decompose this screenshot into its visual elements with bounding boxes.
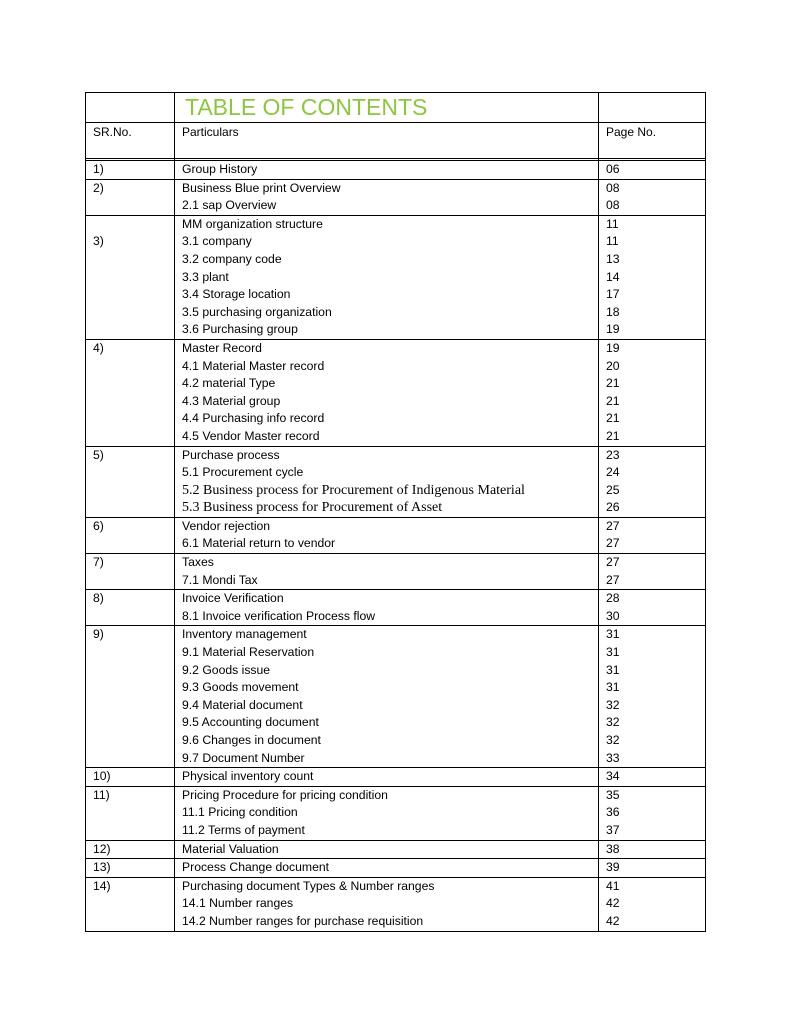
particulars-cell <box>175 877 599 931</box>
particulars-cell <box>175 215 599 339</box>
toc-entry: 4.5 Vendor Master record <box>182 428 320 443</box>
toc-page-number: 06 <box>606 162 620 176</box>
sr-no-cell <box>86 859 175 878</box>
toc-entry: 9.1 Material Reservation <box>182 645 315 660</box>
toc-entry: 4.4 Purchasing info record <box>182 411 325 426</box>
toc-entry: 4.3 Material group <box>182 393 281 408</box>
toc-page-number: 31 <box>606 627 620 642</box>
toc-entry: 6.1 Material return to vendor <box>182 536 336 551</box>
toc-entry: 9.5 Accounting document <box>182 715 319 730</box>
toc-entry: 9.2 Goods issue <box>182 662 271 677</box>
sr-no: 12) <box>93 841 111 856</box>
toc-page-number: 27 <box>606 518 620 533</box>
page-no-cell <box>599 859 706 878</box>
header-sr-no: SR.No. <box>93 125 132 139</box>
toc-section-row <box>86 517 706 553</box>
sr-no: 14) <box>93 878 111 893</box>
particulars-cell <box>175 626 599 768</box>
toc-entry: 14.2 Number ranges for purchase requisition <box>182 913 424 928</box>
sr-no: 3) <box>93 234 104 249</box>
toc-page-number: 20 <box>606 358 620 373</box>
toc-section-row <box>86 554 706 590</box>
page-no-cell <box>599 215 706 339</box>
toc-entry: 9.7 Document Number <box>182 750 305 765</box>
toc-page-number: 17 <box>606 287 620 302</box>
sr-no-cell <box>86 446 175 517</box>
sr-no: 4) <box>93 340 104 355</box>
toc-page-number: 26 <box>606 500 620 515</box>
toc-entry: Physical inventory count <box>182 769 314 784</box>
toc-page-number: 19 <box>606 322 620 337</box>
particulars-cell <box>175 554 599 590</box>
page-no-cell <box>599 161 706 180</box>
toc-page-number: 13 <box>606 251 620 266</box>
sr-no-cell <box>86 840 175 859</box>
toc-entry: 3.2 company code <box>182 251 282 266</box>
toc-page-number: 31 <box>606 662 620 677</box>
sr-no: 2) <box>93 180 104 195</box>
particulars-cell <box>175 859 599 878</box>
particulars-cell <box>175 161 599 180</box>
toc-page-number: 31 <box>606 645 620 660</box>
sr-no-cell <box>86 215 175 339</box>
toc-entry: 3.3 plant <box>182 269 229 284</box>
toc-page-number: 27 <box>606 536 620 551</box>
toc-section-row <box>86 768 706 787</box>
toc-entry: Purchasing document Types & Number ranges <box>182 878 435 893</box>
sr-no-cell <box>86 626 175 768</box>
toc-page-number: 11 <box>606 234 619 249</box>
toc-page-number: 27 <box>606 555 620 570</box>
page-no-cell <box>599 554 706 590</box>
toc-page-number: 35 <box>606 787 620 802</box>
toc-page-number: 32 <box>606 715 620 730</box>
toc-page-number: 31 <box>606 680 620 695</box>
toc-page-number: 33 <box>606 750 620 765</box>
toc-page-number: 21 <box>606 376 620 391</box>
toc-section-row <box>86 786 706 840</box>
page-no-cell <box>599 768 706 787</box>
toc-entry: 11.1 Pricing condition <box>182 805 298 820</box>
particulars-cell <box>175 768 599 787</box>
sr-no: 7) <box>93 555 104 570</box>
title-cell-empty-right <box>599 93 706 123</box>
toc-entry: 8.1 Invoice verification Process flow <box>182 608 376 623</box>
sr-no-cell <box>86 768 175 787</box>
particulars-cell <box>175 339 599 446</box>
toc-entry: Inventory management <box>182 627 307 642</box>
sr-no: 10) <box>93 769 111 784</box>
toc-page-number: 42 <box>606 896 620 911</box>
particulars-cell <box>175 446 599 517</box>
toc-section-row <box>86 161 706 180</box>
toc-section-row <box>86 215 706 339</box>
sr-no-cell <box>86 554 175 590</box>
page-no-cell <box>599 339 706 446</box>
toc-entry: 4.2 material Type <box>182 376 276 391</box>
particulars-cell <box>175 590 599 626</box>
page-no-cell <box>599 179 706 215</box>
page-no-cell <box>599 517 706 553</box>
toc-entry: 3.5 purchasing organization <box>182 304 332 319</box>
toc-page-number: 08 <box>606 198 620 213</box>
toc-entry: 2.1 sap Overview <box>182 198 277 213</box>
toc-section-row <box>86 179 706 215</box>
toc-section-row <box>86 859 706 878</box>
sr-no-cell <box>86 590 175 626</box>
toc-page-number: 21 <box>606 393 620 408</box>
sr-no-cell <box>86 877 175 931</box>
toc-section-row <box>86 877 706 931</box>
toc-page-number: 32 <box>606 733 620 747</box>
toc-section-row <box>86 339 706 446</box>
toc-entry: 7.1 Mondi Tax <box>182 572 258 587</box>
toc-entry: 5.2 Business process for Procurement of Indigenous Material <box>182 482 525 498</box>
sr-no-cell <box>86 786 175 840</box>
toc-page-number: 30 <box>606 608 620 623</box>
toc-entry: Purchase process <box>182 447 280 462</box>
toc-entry: 5.1 Procurement cycle <box>182 465 304 480</box>
toc-entry: 14.1 Number ranges <box>182 896 294 911</box>
page-no-cell <box>599 877 706 931</box>
toc-section-row <box>86 590 706 626</box>
toc-entry: Process Change document <box>182 860 330 875</box>
particulars-cell <box>175 517 599 553</box>
toc-page-number: 21 <box>606 428 620 443</box>
sr-no: 13) <box>93 860 111 875</box>
toc-page-number: 25 <box>606 482 620 497</box>
toc-entry: Master Record <box>182 340 262 355</box>
sr-no: 1) <box>93 162 104 176</box>
toc-page-number: 28 <box>606 591 620 606</box>
toc-entry: Group History <box>182 162 258 176</box>
toc-entry: 4.1 Material Master record <box>182 358 325 373</box>
toc-section-row <box>86 626 706 768</box>
toc-page-number: 08 <box>606 180 620 195</box>
toc-title: TABLE OF CONTENTS <box>185 94 428 120</box>
title-row <box>86 93 706 123</box>
toc-entry: 9.4 Material document <box>182 697 303 712</box>
toc-entry: 3.4 Storage location <box>182 287 291 302</box>
toc-entry: 5.3 Business process for Procurement of Asset <box>182 500 443 516</box>
page-no-cell <box>599 446 706 517</box>
title-cell <box>175 93 599 123</box>
header-particulars: Particulars <box>182 125 239 139</box>
sr-no-cell <box>86 179 175 215</box>
particulars-cell <box>175 179 599 215</box>
toc-page-number: 37 <box>606 822 620 837</box>
page-no-cell <box>599 840 706 859</box>
toc-page <box>85 92 705 932</box>
toc-page-number: 14 <box>606 269 620 284</box>
toc-section-row <box>86 840 706 859</box>
toc-page-number: 32 <box>606 697 620 712</box>
toc-page-number: 27 <box>606 572 620 587</box>
sr-no-cell <box>86 517 175 553</box>
toc-page-number: 36 <box>606 805 620 820</box>
header-page-no: Page No. <box>606 125 657 139</box>
toc-page-number: 42 <box>606 913 620 928</box>
particulars-cell <box>175 840 599 859</box>
toc-table <box>85 92 706 932</box>
sr-no-cell <box>86 339 175 446</box>
toc-entry: Invoice Verification <box>182 591 284 606</box>
title-cell-empty <box>86 93 175 123</box>
sr-no-cell <box>86 161 175 180</box>
toc-page-number: 34 <box>606 769 620 784</box>
toc-entry: 3.6 Purchasing group <box>182 322 298 337</box>
toc-entry: Pricing Procedure for pricing condition <box>182 787 388 802</box>
toc-entry: MM organization structure <box>182 216 323 231</box>
toc-page-number: 39 <box>606 860 620 875</box>
toc-page-number: 11 <box>606 216 619 231</box>
particulars-cell <box>175 786 599 840</box>
sr-spacer <box>93 216 174 234</box>
toc-entry: Taxes <box>182 555 214 570</box>
page-no-cell <box>599 786 706 840</box>
toc-entry: 3.1 company <box>182 234 252 249</box>
toc-entry: 9.6 Changes in document <box>182 733 321 747</box>
toc-entry: 11.2 Terms of payment <box>182 822 305 837</box>
toc-page-number: 21 <box>606 411 620 426</box>
toc-entry: Material Valuation <box>182 841 279 856</box>
toc-entry: Business Blue print Overview <box>182 180 341 195</box>
page-no-cell <box>599 590 706 626</box>
toc-section-row <box>86 446 706 517</box>
toc-page-number: 24 <box>606 465 620 480</box>
toc-page-number: 18 <box>606 304 620 319</box>
sr-no: 6) <box>93 518 104 533</box>
sr-no: 11) <box>93 787 110 802</box>
sr-no: 8) <box>93 591 104 606</box>
toc-page-number: 41 <box>606 878 620 893</box>
sr-no: 9) <box>93 627 104 642</box>
header-row <box>86 123 706 159</box>
toc-page-number: 23 <box>606 447 620 462</box>
toc-entry: Vendor rejection <box>182 518 271 533</box>
toc-page-number: 19 <box>606 340 620 355</box>
toc-entry: 9.3 Goods movement <box>182 680 299 695</box>
page-no-cell <box>599 626 706 768</box>
sr-no: 5) <box>93 447 104 462</box>
toc-page-number: 38 <box>606 841 620 856</box>
